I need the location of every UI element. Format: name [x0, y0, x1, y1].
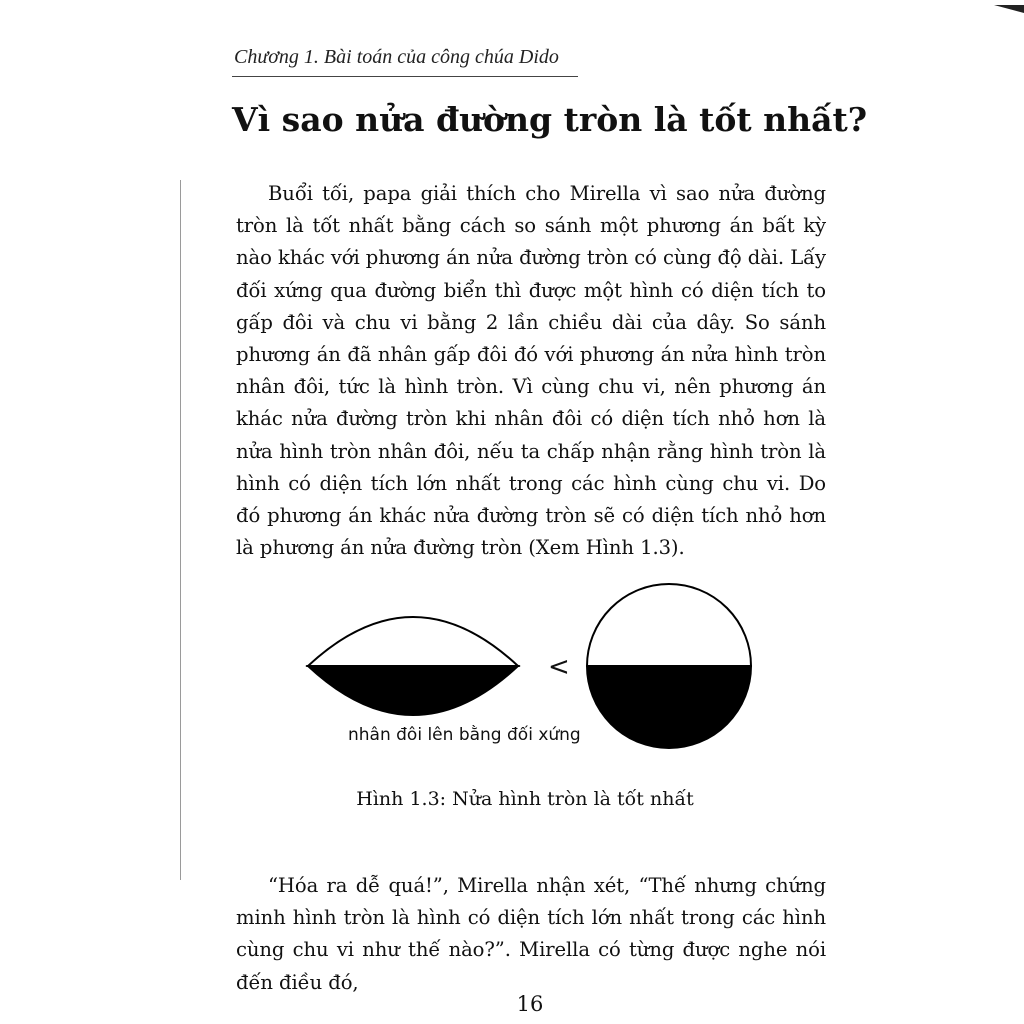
paragraph-2: “Hóa ra dễ quá!”, Mirella nhận xét, “Thế nhưng chứng minh hình tròn là hình có diện tích lớn nhất trong các hình cùng chu vi như thế nào?”. Mirella có từng được nghe nói đến điều đó, [236, 874, 826, 994]
doubled-arbitrary-shape [308, 617, 518, 715]
header-rule [232, 76, 578, 77]
page-corner-mark [994, 0, 1024, 10]
doubled-semicircle [587, 584, 751, 748]
comparison-symbol: < [548, 652, 570, 682]
section-title: Vì sao nửa đường tròn là tốt nhất? [232, 100, 868, 139]
page-number: 16 [516, 992, 544, 1016]
figure-inline-label: nhân đôi lên bằng đối xứng [348, 725, 581, 745]
figure-caption: Hình 1.3: Nửa hình tròn là tốt nhất [356, 788, 694, 810]
running-header: Chương 1. Bài toán của công chúa Dido [234, 46, 559, 68]
paragraph-1: Buổi tối, papa giải thích cho Mirella vì sao nửa đường tròn là tốt nhất bằng cách so sánh một phương án bất kỳ nào khác với phương án nửa đường tròn có cùng độ dài. Lấy đối xứng qua đường biển thì được một hình có diện tích to gấp đôi và chu vi bằng 2 lần chiều dài của dây. So sánh phương án đã nhân gấp đôi đó với phương án nửa hình tròn nhân đôi, tức là hình tròn. Vì cùng chu vi, nên phương án khác nửa đường tròn khi nhân đôi có diện tích nhỏ hơn là nửa hình tròn nhân đôi, nếu ta chấp nhận rằng hình tròn là hình có diện tích lớn nhất trong các hình cùng chu vi. Do đó phương án khác nửa đường tròn sẽ có diện tích nhỏ hơn là phương án nửa đường tròn (Xem Hình 1.3). [236, 182, 826, 560]
page-edge-line [180, 180, 181, 880]
